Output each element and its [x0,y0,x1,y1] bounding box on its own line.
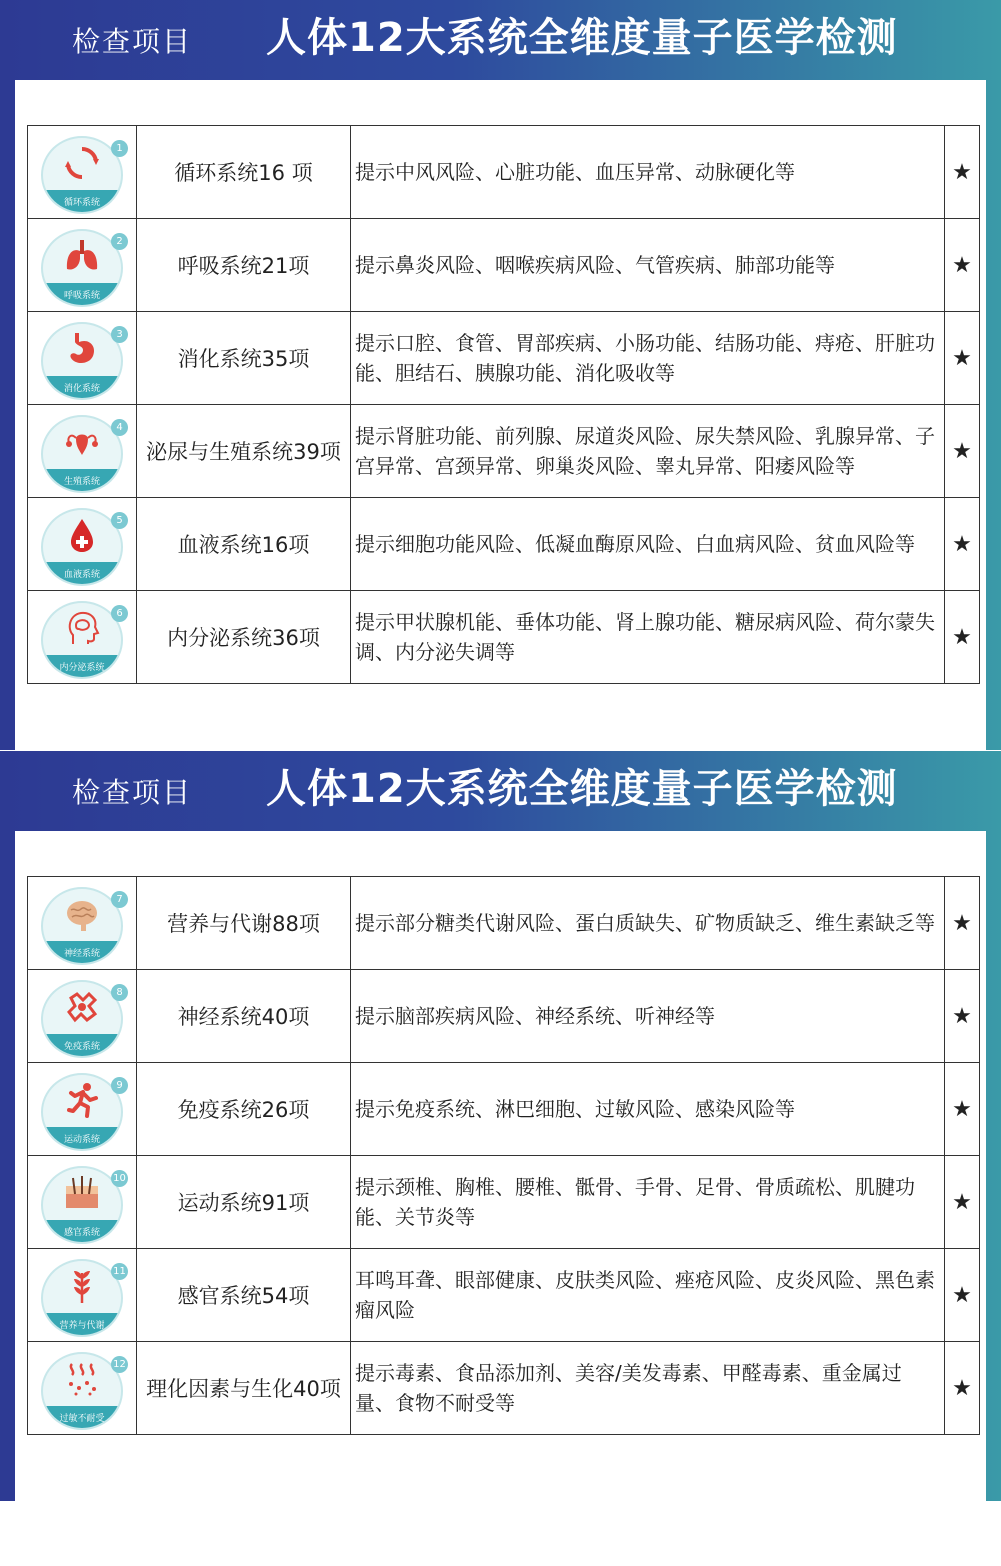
badge-number: 9 [111,1077,128,1094]
icon-cell [28,405,137,498]
panel-2 [0,751,1001,1501]
system-name: 运动系统91项 [137,1156,351,1249]
system-description: 提示颈椎、胸椎、腰椎、骶骨、手骨、足骨、骨质疏松、肌腱功能、关节炎等 [351,1156,945,1249]
header-label: 检查项目 [72,776,193,809]
badge-number: 8 [111,984,128,1001]
system-name: 呼吸系统21项 [137,219,351,312]
lungs-icon [63,237,101,275]
badge-number: 12 [111,1356,128,1373]
items-table [27,876,980,1435]
table-row [28,312,980,405]
badge-number: 2 [111,233,128,250]
star-icon: ★ [945,498,980,591]
badge-number: 11 [111,1263,128,1280]
allergy-icon [63,1360,101,1398]
star-icon: ★ [945,312,980,405]
uterus-icon [63,423,101,461]
badge-label: 消化系统 [63,384,100,394]
panel-header [0,751,1001,831]
badge-label: 运动系统 [63,1135,100,1145]
system-description: 提示中风风险、心脏功能、血压异常、动脉硬化等 [351,126,945,219]
panel-header [0,0,1001,80]
system-name: 内分泌系统36项 [137,591,351,684]
table-row [28,219,980,312]
wheat-icon [63,1267,101,1305]
badge-label: 循环系统 [63,198,100,208]
badge-label: 生殖系统 [63,477,100,487]
badge-number: 4 [111,419,128,436]
table-row [28,1156,980,1249]
table-row [28,591,980,684]
system-description: 提示部分糖类代谢风险、蛋白质缺失、矿物质缺乏、维生素缺乏等 [351,877,945,970]
skin-icon [63,1174,101,1212]
table-row [28,498,980,591]
icon-cell [28,312,137,405]
system-name: 神经系统40项 [137,970,351,1063]
panel-1 [0,0,1001,750]
icon-cell [28,1342,137,1435]
icon-cell [28,126,137,219]
icon-cell [28,970,137,1063]
blood-drop-icon [63,516,101,554]
header-title: 人体12大系统全维度量子医学检测 [266,766,898,812]
star-icon: ★ [945,970,980,1063]
badge-label: 过敏不耐受 [59,1414,105,1424]
system-description: 提示毒素、食品添加剂、美容/美发毒素、甲醛毒素、重金属过量、食物不耐受等 [351,1342,945,1435]
badge-label: 呼吸系统 [63,291,100,301]
table-row [28,1249,980,1342]
badge-number: 6 [111,605,128,622]
system-name: 免疫系统26项 [137,1063,351,1156]
stomach-icon [63,330,101,368]
badge-label: 血液系统 [63,570,100,580]
system-name: 血液系统16项 [137,498,351,591]
icon-cell [28,1063,137,1156]
badge-label: 营养与代谢 [59,1321,105,1331]
star-icon: ★ [945,1249,980,1342]
table-row [28,126,980,219]
system-description: 提示鼻炎风险、咽喉疾病风险、气管疾病、肺部功能等 [351,219,945,312]
badge-number: 5 [111,512,128,529]
badge-label: 感官系统 [63,1228,100,1238]
star-icon: ★ [945,405,980,498]
header-label: 检查项目 [72,25,193,58]
table-row [28,877,980,970]
star-icon: ★ [945,591,980,684]
head-brain-icon [63,609,101,647]
immune-icon [63,988,101,1026]
star-icon: ★ [945,126,980,219]
system-description: 耳鸣耳聋、眼部健康、皮肤类风险、痤疮风险、皮炎风险、黑色素瘤风险 [351,1249,945,1342]
system-name: 消化系统35项 [137,312,351,405]
badge-number: 10 [111,1170,128,1187]
items-table [27,125,980,684]
star-icon: ★ [945,1342,980,1435]
table-row [28,405,980,498]
icon-cell [28,1249,137,1342]
system-description: 提示细胞功能风险、低凝血酶原风险、白血病风险、贫血风险等 [351,498,945,591]
table-row [28,1342,980,1435]
badge-label: 内分泌系统 [59,663,105,673]
badge-number: 7 [111,891,128,908]
circulation-icon [63,144,101,182]
system-description: 提示脑部疾病风险、神经系统、听神经等 [351,970,945,1063]
system-name: 理化因素与生化40项 [137,1342,351,1435]
brain-icon [63,895,101,933]
system-name: 泌尿与生殖系统39项 [137,405,351,498]
icon-cell [28,219,137,312]
runner-icon [63,1081,101,1119]
table-row [28,1063,980,1156]
star-icon: ★ [945,877,980,970]
table-row [28,970,980,1063]
system-description: 提示肾脏功能、前列腺、尿道炎风险、尿失禁风险、乳腺异常、子宫异常、宫颈异常、卵巢炎风险、睾丸异常、阳痿风险等 [351,405,945,498]
icon-cell [28,591,137,684]
system-name: 感官系统54项 [137,1249,351,1342]
badge-number: 3 [111,326,128,343]
star-icon: ★ [945,1156,980,1249]
star-icon: ★ [945,1063,980,1156]
system-description: 提示免疫系统、淋巴细胞、过敏风险、感染风险等 [351,1063,945,1156]
icon-cell [28,1156,137,1249]
icon-cell [28,877,137,970]
header-title: 人体12大系统全维度量子医学检测 [266,15,898,61]
system-name: 循环系统16 项 [137,126,351,219]
icon-cell [28,498,137,591]
badge-label: 神经系统 [63,949,100,959]
star-icon: ★ [945,219,980,312]
badge-label: 免疫系统 [63,1042,100,1052]
content-sheet [15,80,986,750]
badge-number: 1 [111,140,128,157]
content-sheet [15,831,986,1566]
system-description: 提示口腔、食管、胃部疾病、小肠功能、结肠功能、痔疮、肝脏功能、胆结石、胰腺功能、消化吸收等 [351,312,945,405]
system-description: 提示甲状腺机能、垂体功能、肾上腺功能、糖尿病风险、荷尔蒙失调、内分泌失调等 [351,591,945,684]
system-name: 营养与代谢88项 [137,877,351,970]
